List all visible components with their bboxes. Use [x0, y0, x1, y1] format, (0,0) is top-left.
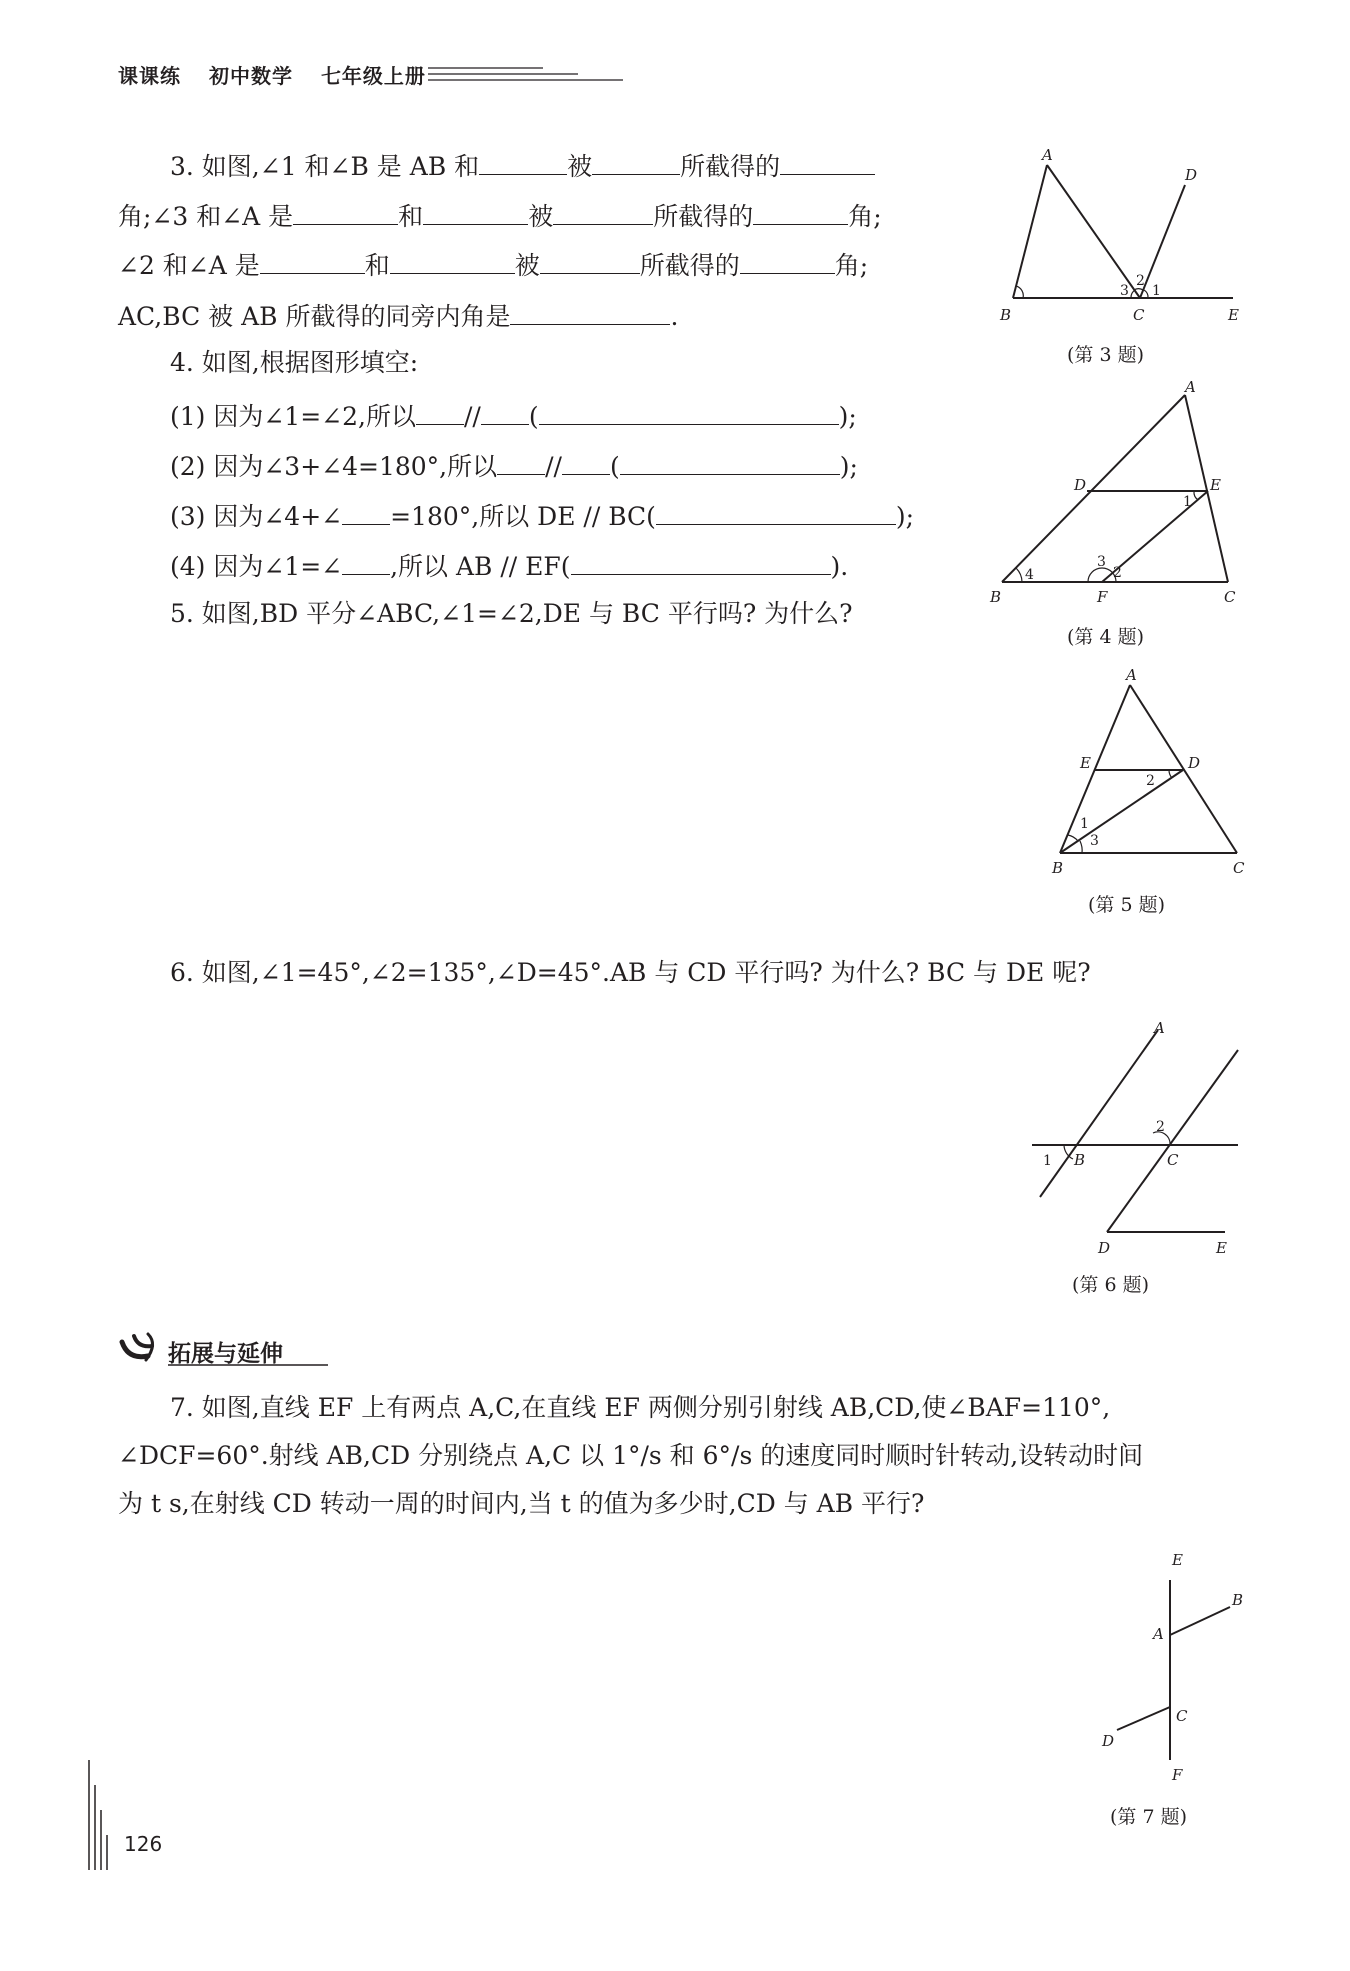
point-F: F: [1172, 1766, 1183, 1784]
angle-4-label: 4: [1025, 567, 1034, 583]
q3-line-3: ∠2 和∠A 是 和 被 所截得的 角;: [118, 247, 868, 282]
answer-blank[interactable]: [416, 398, 464, 425]
answer-blank[interactable]: [539, 398, 839, 425]
answer-blank[interactable]: [620, 448, 840, 475]
angle-2-label: 2: [1146, 773, 1155, 789]
figure-4: [990, 380, 1250, 610]
q6-text: 6. 如图,∠1=45°,∠2=135°,∠D=45°.AB 与 CD 平行吗? 为什么? BC 与 DE 呢?: [170, 958, 1091, 987]
figure-3: [990, 140, 1250, 340]
answer-blank[interactable]: [571, 548, 831, 575]
header-grade: 七年级上册: [320, 64, 426, 88]
point-C: C: [1167, 1151, 1179, 1169]
point-D: D: [1188, 754, 1201, 772]
point-D: D: [1074, 476, 1087, 494]
section-title: 拓展与延伸: [168, 1341, 283, 1367]
figure-5-caption: (第 5 题): [1088, 894, 1165, 916]
q7-line-3: 为 t s,在射线 CD 转动一周的时间内,当 t 的值为多少时,CD 与 AB 平行?: [118, 1489, 925, 1518]
answer-blank[interactable]: [293, 198, 398, 225]
header-series: 课课练: [118, 64, 181, 88]
answer-blank[interactable]: [592, 148, 680, 175]
section-underline: [168, 1363, 328, 1367]
answer-blank[interactable]: [553, 198, 653, 225]
angle-3-label: 3: [1120, 283, 1129, 299]
answer-blank[interactable]: [479, 148, 567, 175]
point-E: E: [1228, 306, 1239, 324]
running-header: [118, 60, 446, 89]
answer-blank[interactable]: [342, 548, 390, 575]
answer-blank[interactable]: [540, 247, 640, 274]
point-B: B: [1074, 1151, 1086, 1169]
q5-text: 5. 如图,BD 平分∠ABC,∠1=∠2,DE 与 BC 平行吗? 为什么?: [170, 599, 853, 628]
angle-2-label: 2: [1156, 1119, 1165, 1135]
angle-2-label: 2: [1136, 273, 1145, 289]
point-E: E: [1080, 754, 1091, 772]
figure-6: [1020, 1015, 1260, 1265]
angle-3-label: 3: [1090, 833, 1099, 849]
point-A: A: [1154, 1019, 1165, 1037]
point-C: C: [1233, 859, 1245, 877]
point-C: C: [1133, 306, 1145, 324]
figure-3-caption: (第 3 题): [1067, 344, 1144, 366]
figure-7: [1090, 1545, 1270, 1790]
angle-1-label: 1: [1183, 494, 1192, 510]
q4-part-4: (4) 因为∠1=∠ ,所以 AB // EF( ).: [170, 548, 848, 583]
point-A: A: [1185, 378, 1196, 396]
page-margin-bars: [86, 1760, 116, 1870]
page-number: 126: [124, 1832, 163, 1856]
answer-blank[interactable]: [423, 198, 528, 225]
q4-part-1: (1) 因为∠1=∠2,所以 // ( );: [170, 398, 857, 433]
point-C: C: [1176, 1707, 1188, 1725]
point-B: B: [1232, 1591, 1244, 1609]
point-E: E: [1172, 1551, 1183, 1569]
q3-line-4: AC,BC 被 AB 所截得的同旁内角是 .: [118, 298, 678, 333]
q4-part-2: (2) 因为∠3+∠4=180°,所以 // ( );: [170, 448, 858, 483]
point-B: B: [1052, 859, 1064, 877]
answer-blank[interactable]: [510, 298, 670, 325]
q7-line-2: ∠DCF=60°.射线 AB,CD 分别绕点 A,C 以 1°/s 和 6°/s 的速度同时顺时针转动,设转动时间: [118, 1441, 1144, 1470]
q7-line-1: 7. 如图,直线 EF 上有两点 A,C,在直线 EF 两侧分别引射线 AB,CD,使∠BAF=110°,: [170, 1393, 1111, 1422]
angle-1-label: 1: [1080, 816, 1089, 832]
angle-1-label: 1: [1043, 1153, 1052, 1169]
point-E: E: [1210, 476, 1221, 494]
q3-line-2: 角;∠3 和∠A 是 和 被 所截得的 角;: [118, 198, 882, 233]
figure-5: [1040, 665, 1260, 890]
answer-blank[interactable]: [390, 247, 515, 274]
point-A: A: [1153, 1625, 1164, 1643]
q4-part-3: (3) 因为∠4+∠ =180°,所以 DE // BC( );: [170, 498, 914, 533]
answer-blank[interactable]: [260, 247, 365, 274]
figure-7-caption: (第 7 题): [1110, 1806, 1187, 1828]
answer-blank[interactable]: [497, 448, 545, 475]
header-rule-lines: [428, 64, 628, 84]
answer-blank[interactable]: [656, 498, 896, 525]
section-logo-icon: [118, 1330, 166, 1366]
answer-blank[interactable]: [780, 148, 875, 175]
answer-blank[interactable]: [753, 198, 848, 225]
angle-2-label: 2: [1113, 565, 1122, 581]
figure-4-caption: (第 4 题): [1067, 626, 1144, 648]
header-subject: 初中数学: [208, 64, 293, 88]
point-B: B: [990, 588, 1002, 606]
angle-3-label: 3: [1097, 554, 1106, 570]
point-B: B: [1000, 306, 1012, 324]
angle-1-label: 1: [1152, 283, 1161, 299]
figure-6-caption: (第 6 题): [1072, 1274, 1149, 1296]
point-D: D: [1098, 1239, 1111, 1257]
point-F: F: [1097, 588, 1108, 606]
answer-blank[interactable]: [481, 398, 529, 425]
point-A: A: [1042, 146, 1053, 164]
answer-blank[interactable]: [562, 448, 610, 475]
point-E: E: [1216, 1239, 1227, 1257]
point-D: D: [1185, 166, 1198, 184]
answer-blank[interactable]: [740, 247, 835, 274]
point-D: D: [1102, 1732, 1115, 1750]
point-A: A: [1126, 666, 1137, 684]
answer-blank[interactable]: [342, 498, 390, 525]
q3-line-1: 3. 如图,∠1 和∠B 是 AB 和 被 所截得的: [170, 148, 875, 183]
point-C: C: [1224, 588, 1236, 606]
q4-title: 4. 如图,根据图形填空:: [170, 348, 419, 377]
